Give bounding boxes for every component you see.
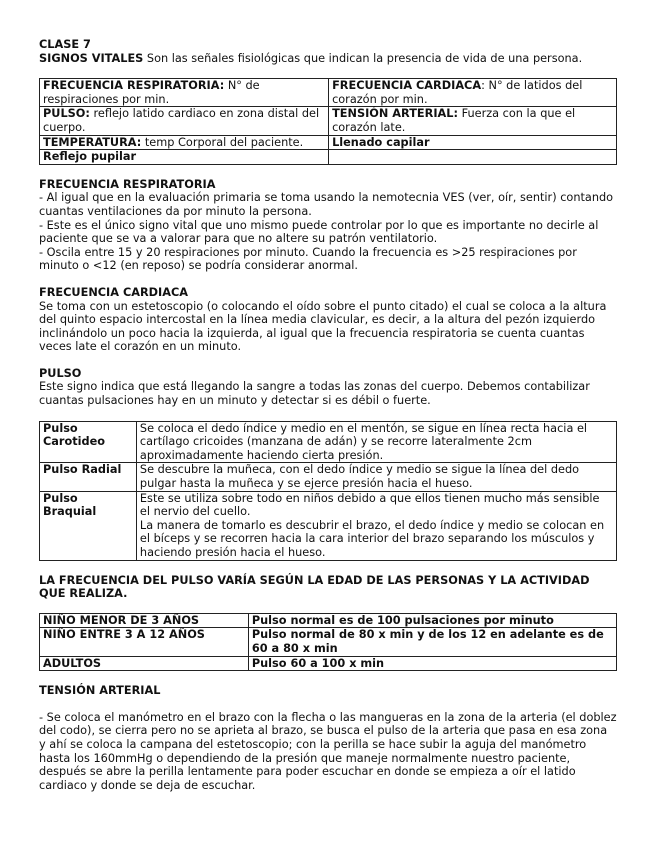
pulse-desc: Se descubre la muñeca, con el dedo índice y medio se sigue la línea del dedo pulgar hasta la muñeca y se ejerce presión hacia el hueso. xyxy=(136,463,616,491)
table-row xyxy=(40,656,617,671)
pulse-body: Este signo indica que está llegando la sangre a todas las zonas del cuerpo. Debemos contabilizar cuantas pulsaciones hay en un minuto y detectar si es débil o fuerte. xyxy=(39,380,590,408)
table-row xyxy=(40,628,617,656)
resp-line: - Oscila entre 15 y 20 respiraciones por minuto. Cuando la frecuencia es >25 respiraciones por minuto o <12 (en reposo) se podría considerar anormal. xyxy=(39,245,577,273)
table-cell: TENSIÓN ARTERIAL: Fuerza con la que el corazón late. xyxy=(329,107,617,135)
table-row xyxy=(40,107,617,135)
table-cell: TEMPERATURA: temp Corporal del paciente. xyxy=(40,135,329,150)
resp-heading: FRECUENCIA RESPIRATORIA xyxy=(39,177,216,191)
age-value: Pulso 60 a 100 x min xyxy=(248,656,616,671)
table-row xyxy=(40,79,617,107)
signs-table xyxy=(39,78,617,165)
age-group: NIÑO MENOR DE 3 AÑOS xyxy=(40,613,249,628)
table-cell: FRECUENCIA RESPIRATORIA: N° de respiraciones por min. xyxy=(40,79,329,107)
tension-body: - Se coloca el manómetro en el brazo con la flecha o las mangueras en la zona de la arteria (el doblez del codo), se cierra pero no se aprieta al brazo, se busca el pulso de la arteria que pasa en esa zona y ahí se coloca la campana del estetoscopio; con la perilla se hace subir la aguja del manómetro hasta los 160mmHg o dependiendo de la presión que maneje normalmente nuestro paciente, después se abre la perilla lentamente para poder escuchar en donde se empieza a oír el latido cardiaco y donde se deja de escuchar. xyxy=(39,710,617,792)
pulse-type: Pulso Carotideo xyxy=(40,421,137,463)
resp-line: - Este es el único signo vital que uno mismo puede controlar por lo que es importante no decirle al paciente que se va a valorar para que no altere su patrón ventilatorio. xyxy=(39,218,599,246)
table-cell: Llenado capilar xyxy=(329,135,617,150)
age-table xyxy=(39,613,617,671)
intro-title: SIGNOS VITALES xyxy=(39,51,144,65)
resp-section xyxy=(39,178,617,273)
age-group: NIÑO ENTRE 3 A 12 AÑOS xyxy=(40,628,249,656)
table-cell: FRECUENCIA CARDIACA: N° de latidos del corazón por min. xyxy=(329,79,617,107)
pulse-type: Pulso Braquial xyxy=(40,491,137,560)
pulse-table xyxy=(39,421,617,561)
age-group: ADULTOS xyxy=(40,656,249,671)
pulse-heading: PULSO xyxy=(39,366,82,380)
cardiac-section xyxy=(39,286,617,354)
tension-heading: TENSIÓN ARTERIAL xyxy=(39,684,161,698)
age-value: Pulso normal es de 100 pulsaciones por minuto xyxy=(248,613,616,628)
intro-paragraph xyxy=(39,52,617,66)
age-heading: LA FRECUENCIA DEL PULSO VARÍA SEGÚN LA EDAD DE LAS PERSONAS Y LA ACTIVIDAD QUE REALIZA. xyxy=(39,573,590,601)
tension-section xyxy=(39,684,617,792)
table-row xyxy=(40,135,617,150)
table-cell: PULSO: reflejo latido cardiaco en zona distal del cuerpo. xyxy=(40,107,329,135)
cardiac-body: Se toma con un estetoscopio (o colocando el oído sobre el punto citado) el cual se coloca a la altura del quinto espacio intercostal en la línea media clavicular, es decir, a la altura del pezón izquierdo inclinándolo un poco hacia la izquierda, al igual que la frecuencia respiratoria se cuenta cuantas veces late el corazón en un minuto. xyxy=(39,299,607,354)
document-page xyxy=(39,38,617,792)
table-row xyxy=(40,421,617,463)
cardiac-heading: FRECUENCIA CARDIACA xyxy=(39,285,189,299)
intro-text: Son las señales fisiológicas que indican la presencia de vida de una persona. xyxy=(143,51,583,65)
age-value: Pulso normal de 80 x min y de los 12 en adelante es de 60 a 80 x min xyxy=(248,628,616,656)
table-row xyxy=(40,491,617,560)
resp-line: - Al igual que en la evaluación primaria se toma usando la nemotecnia VES (ver, oír, sentir) contando cuantas ventilaciones da por minuto la persona. xyxy=(39,191,614,218)
table-row xyxy=(40,150,617,165)
table-row xyxy=(40,463,617,491)
pulse-desc: Este se utiliza sobre todo en niños debido a que ellos tienen mucho más sensible el nervio del cuello. La manera de tomarlo es descubrir el brazo, el dedo índice y medio se colocan en el bíceps y se recorren hacia la cara interior del brazo separando los músculos y haciendo presión hacia el hueso. xyxy=(136,491,616,560)
pulse-desc: Se coloca el dedo índice y medio en el mentón, se sigue en línea recta hacia el cartílago cricoides (manzana de adán) y se recorre lateralmente 2cm aproximadamente haciendo cierta presión. xyxy=(136,421,616,463)
pulse-type: Pulso Radial xyxy=(40,463,137,491)
class-label: CLASE 7 xyxy=(39,38,91,51)
table-cell xyxy=(329,150,617,165)
table-cell: Reflejo pupilar xyxy=(40,150,329,165)
table-row xyxy=(40,613,617,628)
pulse-section xyxy=(39,367,617,408)
